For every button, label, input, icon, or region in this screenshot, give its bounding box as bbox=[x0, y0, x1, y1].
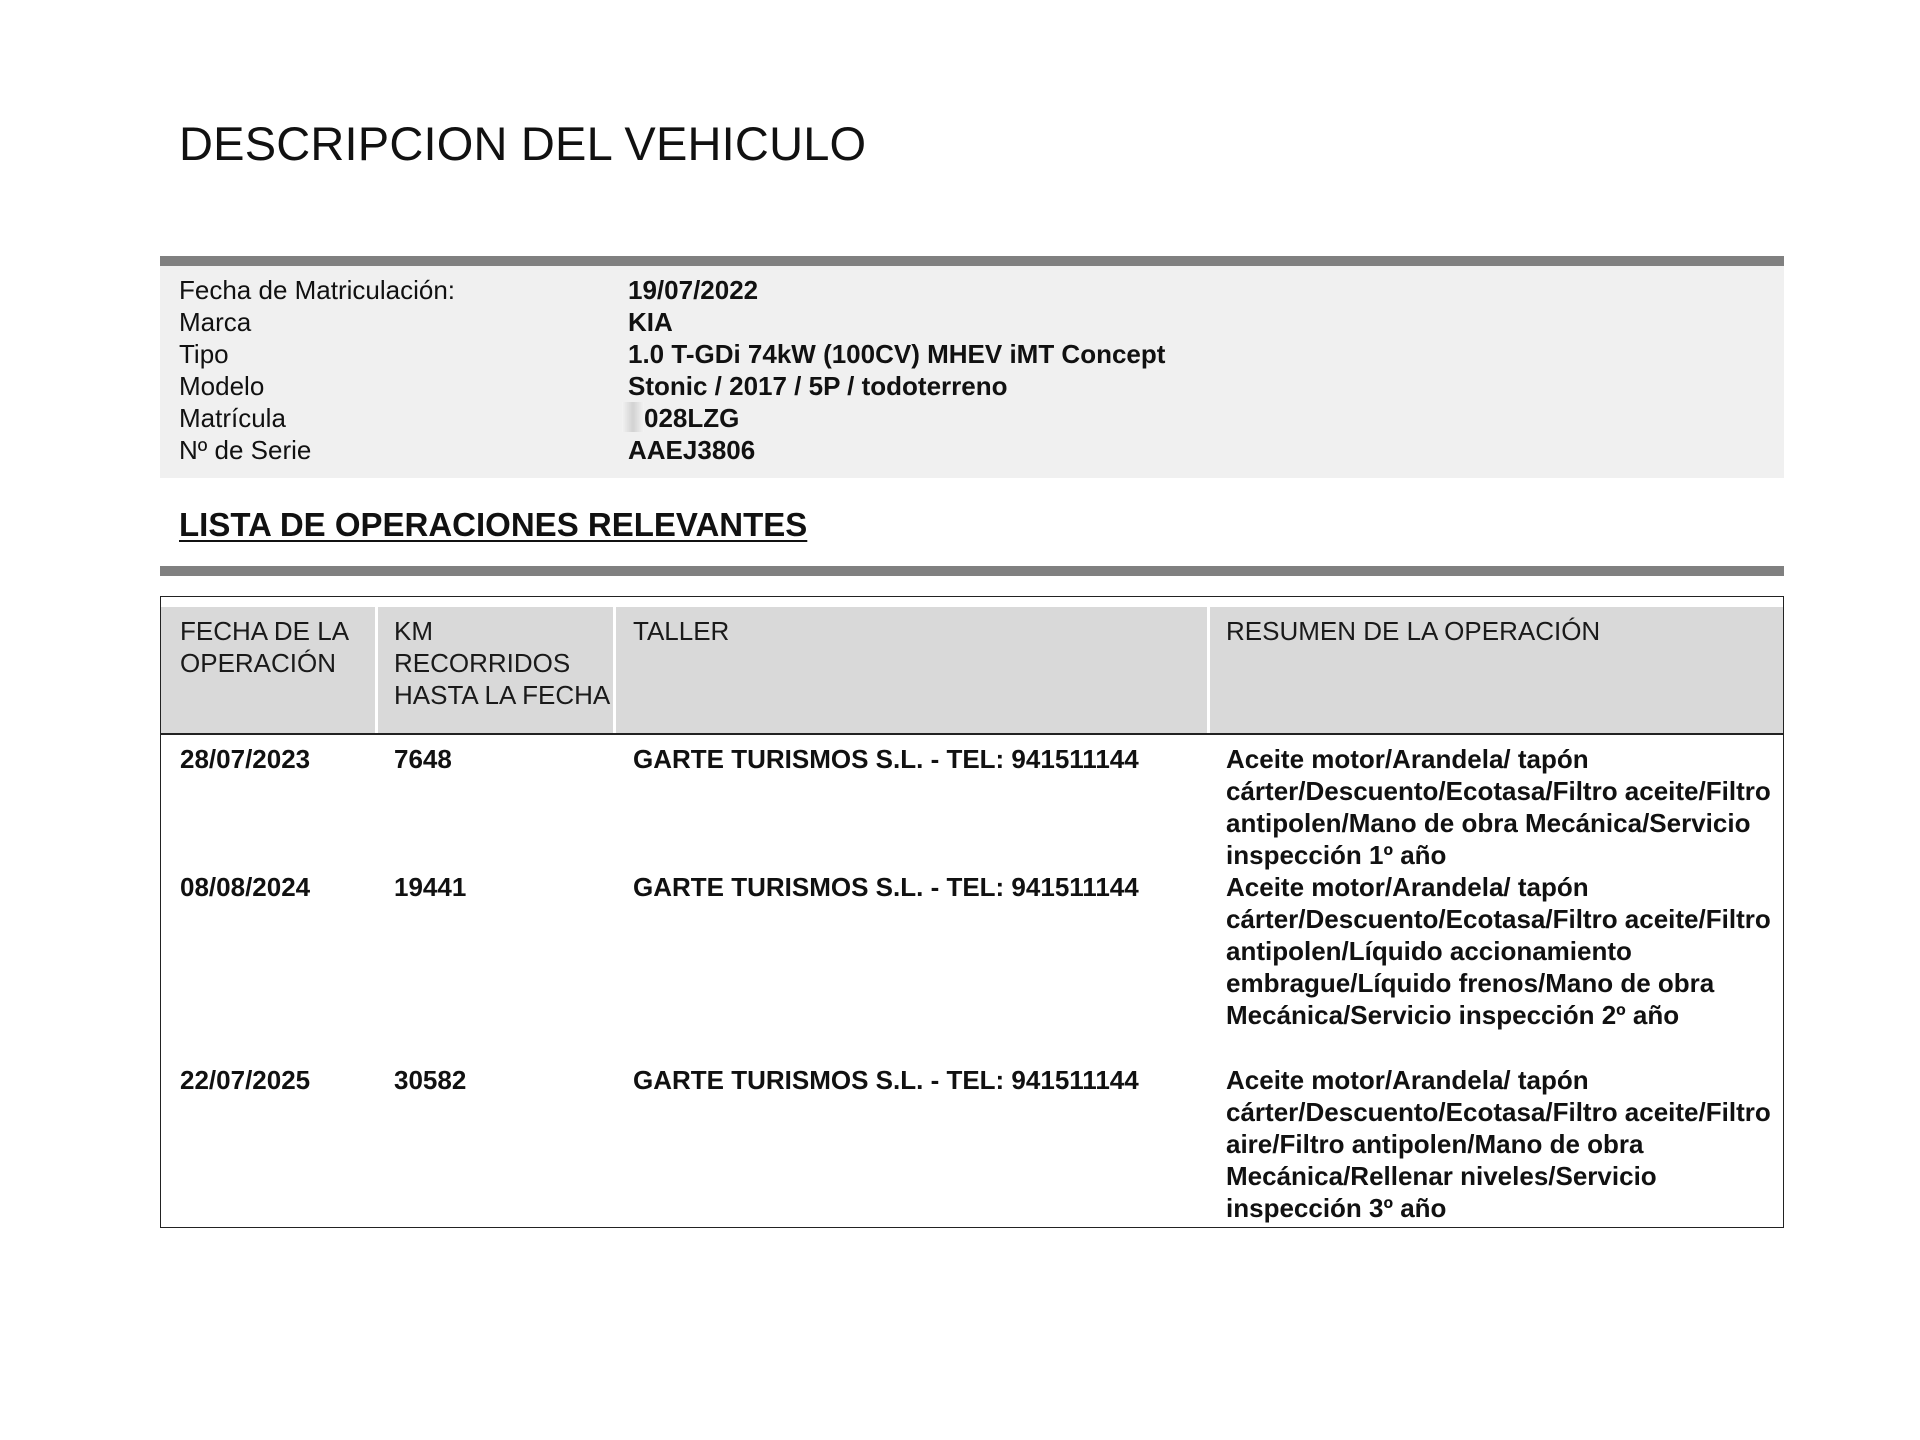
operation-summary: Aceite motor/Arandela/ tapón cárter/Descuento/Ecotasa/Filtro aceite/Filtro aire/Filtro antipolen/Mano de obra Mecánica/Rellenar niveles/Servicio inspección 3º año bbox=[1226, 1065, 1771, 1223]
field-label: Matrícula bbox=[179, 403, 286, 433]
operation-workshop: GARTE TURISMOS S.L. - TEL: 941511144 bbox=[633, 1065, 1139, 1095]
field-label: Marca bbox=[179, 307, 252, 337]
field-label: Modelo bbox=[179, 371, 265, 401]
header-workshop: TALLER bbox=[633, 616, 730, 646]
operation-workshop: GARTE TURISMOS S.L. - TEL: 941511144 bbox=[633, 872, 1139, 902]
header-km: KM RECORRIDOS HASTA LA FECHA bbox=[394, 616, 611, 710]
operations-section-title: LISTA DE OPERACIONES RELEVANTES bbox=[179, 506, 808, 543]
redaction-mark bbox=[622, 402, 644, 432]
plate-value: 028LZG bbox=[644, 403, 740, 433]
mid-divider bbox=[160, 566, 1784, 576]
header-date: FECHA DE LA OPERACIÓN bbox=[180, 616, 348, 678]
model-value: Stonic / 2017 / 5P / todoterreno bbox=[628, 371, 1008, 401]
column-separator bbox=[1207, 607, 1210, 733]
table-header bbox=[161, 607, 1783, 735]
registration-date-value: 19/07/2022 bbox=[628, 275, 759, 305]
operation-date: 08/08/2024 bbox=[180, 872, 311, 902]
brand-value: KIA bbox=[628, 307, 673, 337]
vehicle-details-panel bbox=[160, 266, 1784, 478]
operation-workshop: GARTE TURISMOS S.L. - TEL: 941511144 bbox=[633, 744, 1139, 774]
plate-value-wrapper bbox=[628, 402, 739, 434]
operation-summary: Aceite motor/Arandela/ tapón cárter/Descuento/Ecotasa/Filtro aceite/Filtro antipolen/Mano de obra Mecánica/Servicio inspección 1º año bbox=[1226, 744, 1771, 870]
operation-km: 7648 bbox=[394, 744, 452, 774]
type-value: 1.0 T-GDi 74kW (100CV) MHEV iMT Concept bbox=[628, 339, 1166, 369]
operation-km: 19441 bbox=[394, 872, 467, 902]
field-label: Nº de Serie bbox=[179, 435, 312, 465]
top-divider bbox=[160, 256, 1784, 266]
field-label: Fecha de Matriculación: bbox=[179, 275, 456, 305]
header-summary: RESUMEN DE LA OPERACIÓN bbox=[1226, 616, 1601, 646]
operation-date: 28/07/2023 bbox=[180, 744, 311, 774]
operations-table bbox=[160, 596, 1784, 1228]
field-label: Tipo bbox=[179, 339, 229, 369]
serial-value: AAEJ3806 bbox=[628, 435, 756, 465]
page-title: DESCRIPCION DEL VEHICULO bbox=[179, 117, 867, 170]
operation-date: 22/07/2025 bbox=[180, 1065, 311, 1095]
operation-km: 30582 bbox=[394, 1065, 467, 1095]
operation-summary: Aceite motor/Arandela/ tapón cárter/Descuento/Ecotasa/Filtro aceite/Filtro antipolen/Líquido accionamiento embrague/Líquido frenos/Mano de obra Mecánica/Servicio inspección 2º año bbox=[1226, 872, 1771, 1030]
